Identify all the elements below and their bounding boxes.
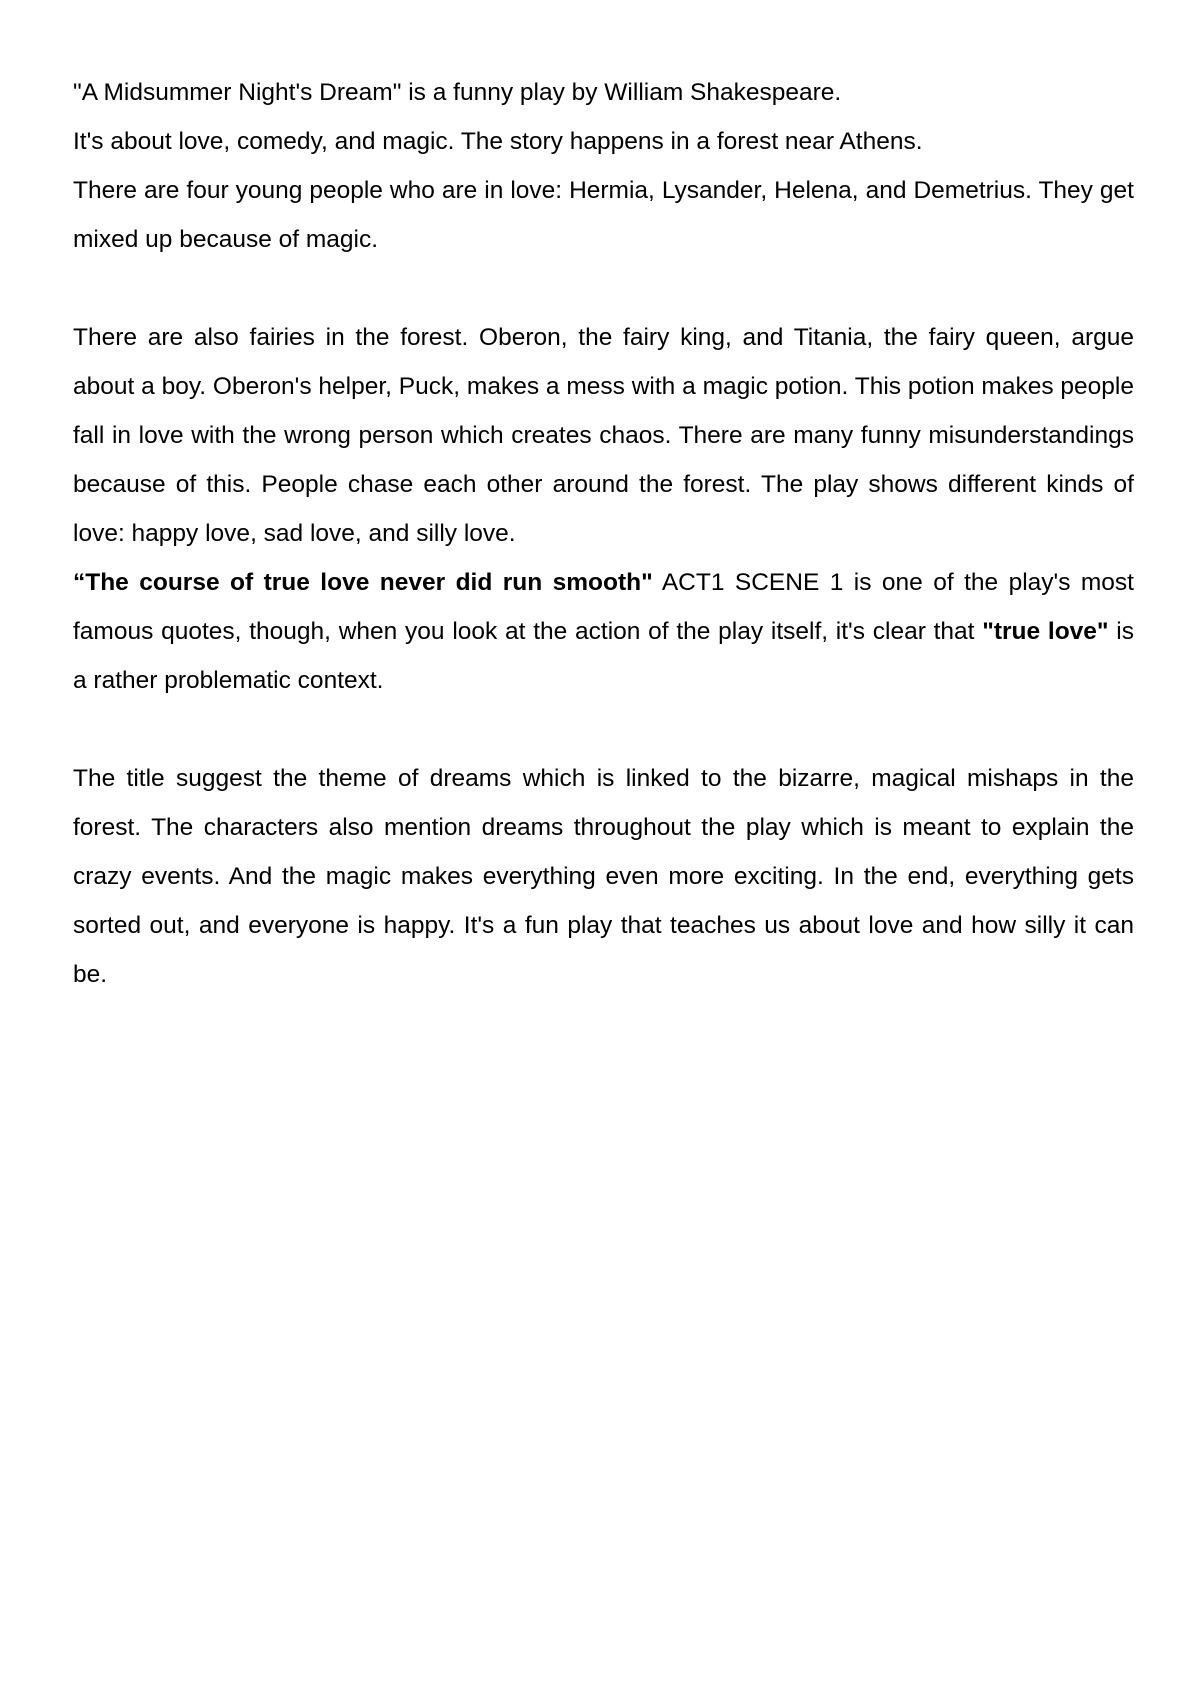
quote-ending-text: is a rather problematic context. [73,618,1134,694]
dreams-paragraph: The title suggest the theme of dreams which is linked to the bizarre, magical mishaps in the forest. The characters also mention dreams throughout the play which is meant to explain the crazy events. And the magic makes everything even more exciting. In the end, everything gets sorted out, and everyone is happy. It's a fun play that teaches us about love and how silly it can be. [73,765,1134,988]
document-body [73,68,1134,999]
intro-line-setting: It's about love, comedy, and magic. The story happens in a forest near Athens. [73,128,923,155]
paragraph-spacer [73,264,1134,313]
paragraph-spacer [73,705,1134,754]
quote-context-text: ACT1 SCENE 1 is one of the play's most famous quotes, though, when you look at the action of the play itself, it's clear that [73,569,1134,645]
true-love-emphasis: "true love" [982,618,1109,645]
intro-line-title: "A Midsummer Night's Dream" is a funny play by William Shakespeare. [73,79,842,106]
quote-paragraph [73,558,1134,705]
fairies-paragraph: There are also fairies in the forest. Oberon, the fairy king, and Titania, the fairy queen, argue about a boy. Oberon's helper, Puck, makes a mess with a magic potion. This potion makes people fall in love with the wrong person which creates chaos. There are many funny misunderstandings because of this. People chase each other around the forest. The play shows different kinds of love: happy love, sad love, and silly love. [73,324,1134,547]
famous-quote: “The course of true love never did run smooth" [73,569,653,596]
intro-paragraph-lovers: There are four young people who are in love: Hermia, Lysander, Helena, and Demetrius. They get mixed up because of magic. [73,177,1134,253]
